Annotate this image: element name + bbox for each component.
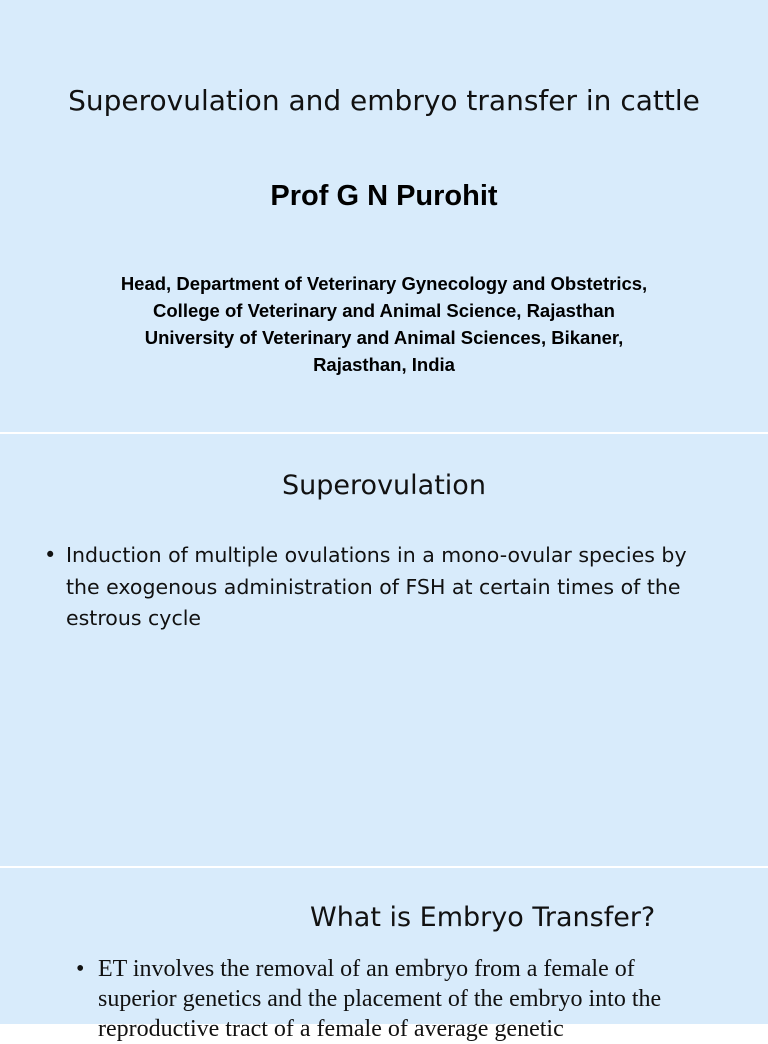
- slide-heading: What is Embryo Transfer?: [310, 902, 656, 933]
- slide-superovulation: [0, 434, 768, 866]
- slide-heading: Superovulation: [282, 470, 486, 501]
- bullet-item: [76, 954, 716, 1044]
- bullet-icon: •: [44, 543, 57, 567]
- bullet-icon: •: [76, 956, 85, 982]
- author-affiliation: Head, Department of Veterinary Gynecology and Obstetrics, College of Veterinary and Animal Science, Rajasthan University of Veterinary and Animal Sciences, Bikaner, Rajasthan, India: [120, 273, 648, 375]
- bullet-text: ET involves the removal of an embryo from a female of superior genetics and the placement of the embryo into the reproductive tract of a female of average genetic: [98, 956, 662, 1042]
- author-name: Prof G N Purohit: [270, 180, 498, 212]
- bullet-item: [44, 540, 724, 635]
- slide-title: [0, 0, 768, 432]
- bullet-text: Induction of multiple ovulations in a mono-ovular species by the exogenous administration of FSH at certain times of the estrous cycle: [66, 543, 687, 630]
- presentation-title: Superovulation and embryo transfer in cattle: [68, 84, 700, 117]
- slide-embryo-transfer: [0, 868, 768, 1042]
